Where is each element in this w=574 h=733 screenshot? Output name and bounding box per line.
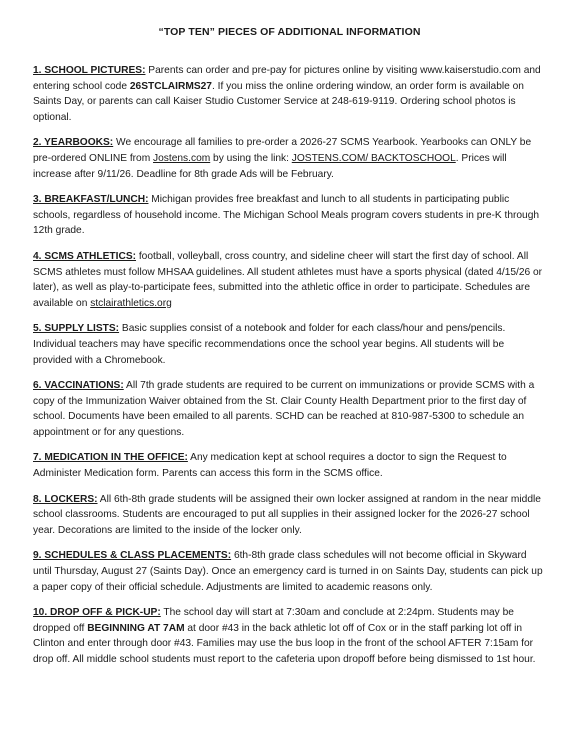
section-text: . If you miss the online ordering window, an order form is available on Saints Day, or parents can call Kaiser Studio Customer Service at 248-619-9119. Ordering school photos is optional. [33,80,524,123]
section-drop-off [33,605,546,667]
section-schedules [33,548,546,595]
section-heading: 4. SCMS ATHLETICS: [33,250,137,262]
section-text: Basic supplies consist of a notebook and folder for each class/hour and pens/pencils. Individual teachers may have specific recommendations once the school year begins. All students will be provided with a Chromebook. [33,323,506,366]
section-text: Michigan provides free breakfast and lunch to all students in participating public schools, regardless of household income. The Michigan School Meals program covers students in pre-K through 12th grade. [33,194,540,237]
section-heading: 2. YEARBOOKS: [33,137,114,149]
section-text: All 6th-8th grade students will be assigned their own locker assigned at random in the near middle school classrooms. Students are encouraged to put all supplies in their assigned locker for the 2026-27 school year. Decorations are limited to the inside of the locker only. [33,493,541,536]
section-lockers [33,492,546,539]
section-supply-lists [33,321,546,368]
section-text: at door #43 in the back athletic lot off of Cox or in the staff parking lot off in Clinton and enter through door #43. Families may use the bus loop in the front of the school AFTER 7:15am for drop off. All middle school students must report to the cafeteria upon dropoff before being dismissed to 1st hour. [33,622,536,665]
section-text: 6th-8th grade class schedules will not become official in Skyward until Thursday, August 27 (Saints Day). Once an emergency card is turned in on Saints Day, students can pick up a paper copy of their official schedule. Adjustments are limited to academic reasons only. [33,550,543,593]
section-heading: 1. SCHOOL PICTURES: [33,65,146,76]
section-text: Any medication kept at school requires a doctor to sign the Request to Administer Medication form. Parents can access this form in the SCMS office. [33,452,507,480]
section-heading: 7. MEDICATION IN THE OFFICE: [33,452,188,464]
section-vaccinations [33,378,546,440]
section-medication [33,450,546,481]
section-heading: 5. SUPPLY LISTS: [33,323,120,335]
section-text: We encourage all families to pre-order a 2026-27 SCMS Yearbook. Yearbooks can ONLY be pre-ordered ONLINE from [33,137,532,164]
section-text: football, volleyball, cross country, and sideline cheer will start the first day of school. All SCMS athletes must follow MHSAA guidelines. All student athletes must have a sports physical (dated 4/15/26 or later), as well as play-to-participate fees, submitted into the athletic office in order to participate. Schedules are available on [33,250,543,309]
page-title: “TOP TEN” PIECES OF ADDITIONAL INFORMATION [158,26,421,38]
section-heading: 6. VACCINATIONS: [33,380,124,392]
school-code: 26STCLAIRMS27 [129,80,212,92]
section-heading: 3. BREAKFAST/LUNCH: [33,194,149,206]
section-heading: 8. LOCKERS: [33,493,98,505]
section-school-pictures [33,63,546,125]
section-text: by using the link: [210,152,292,164]
section-heading: 9. SCHEDULES & CLASS PLACEMENTS: [33,550,232,562]
jostens-link[interactable]: Jostens.com [153,152,211,164]
section-text: Parents can order and pre-pay for pictures online by visiting www.kaiserstudio.com and entering school code [33,65,541,92]
athletics-link[interactable]: stclairathletics.org [90,297,172,309]
section-yearbooks [33,135,546,182]
drop-off-time: BEGINNING AT 7AM [87,622,185,634]
section-text: The school day will start at 7:30am and conclude at 2:24pm. Students may be dropped off [33,607,514,634]
section-breakfast-lunch [33,192,546,239]
section-athletics [33,249,546,311]
section-text: All 7th grade students are required to be current on immunizations or provide SCMS with a copy of the Immunization Waiver obtained from the St. Clair County Health Department prior to the first day of school. Documents have been emailed to all parents. SCHD can be reached at 810-987-5300 to schedule an appointment or for any questions. [33,380,535,438]
section-text: . Prices will increase after 9/11/26. Deadline for 8th grade Ads will be February. [33,152,507,180]
backtoschool-link[interactable]: JOSTENS.COM/ BACKTOSCHOOL [291,152,456,164]
section-heading: 10. DROP OFF & PICK-UP: [33,607,161,619]
